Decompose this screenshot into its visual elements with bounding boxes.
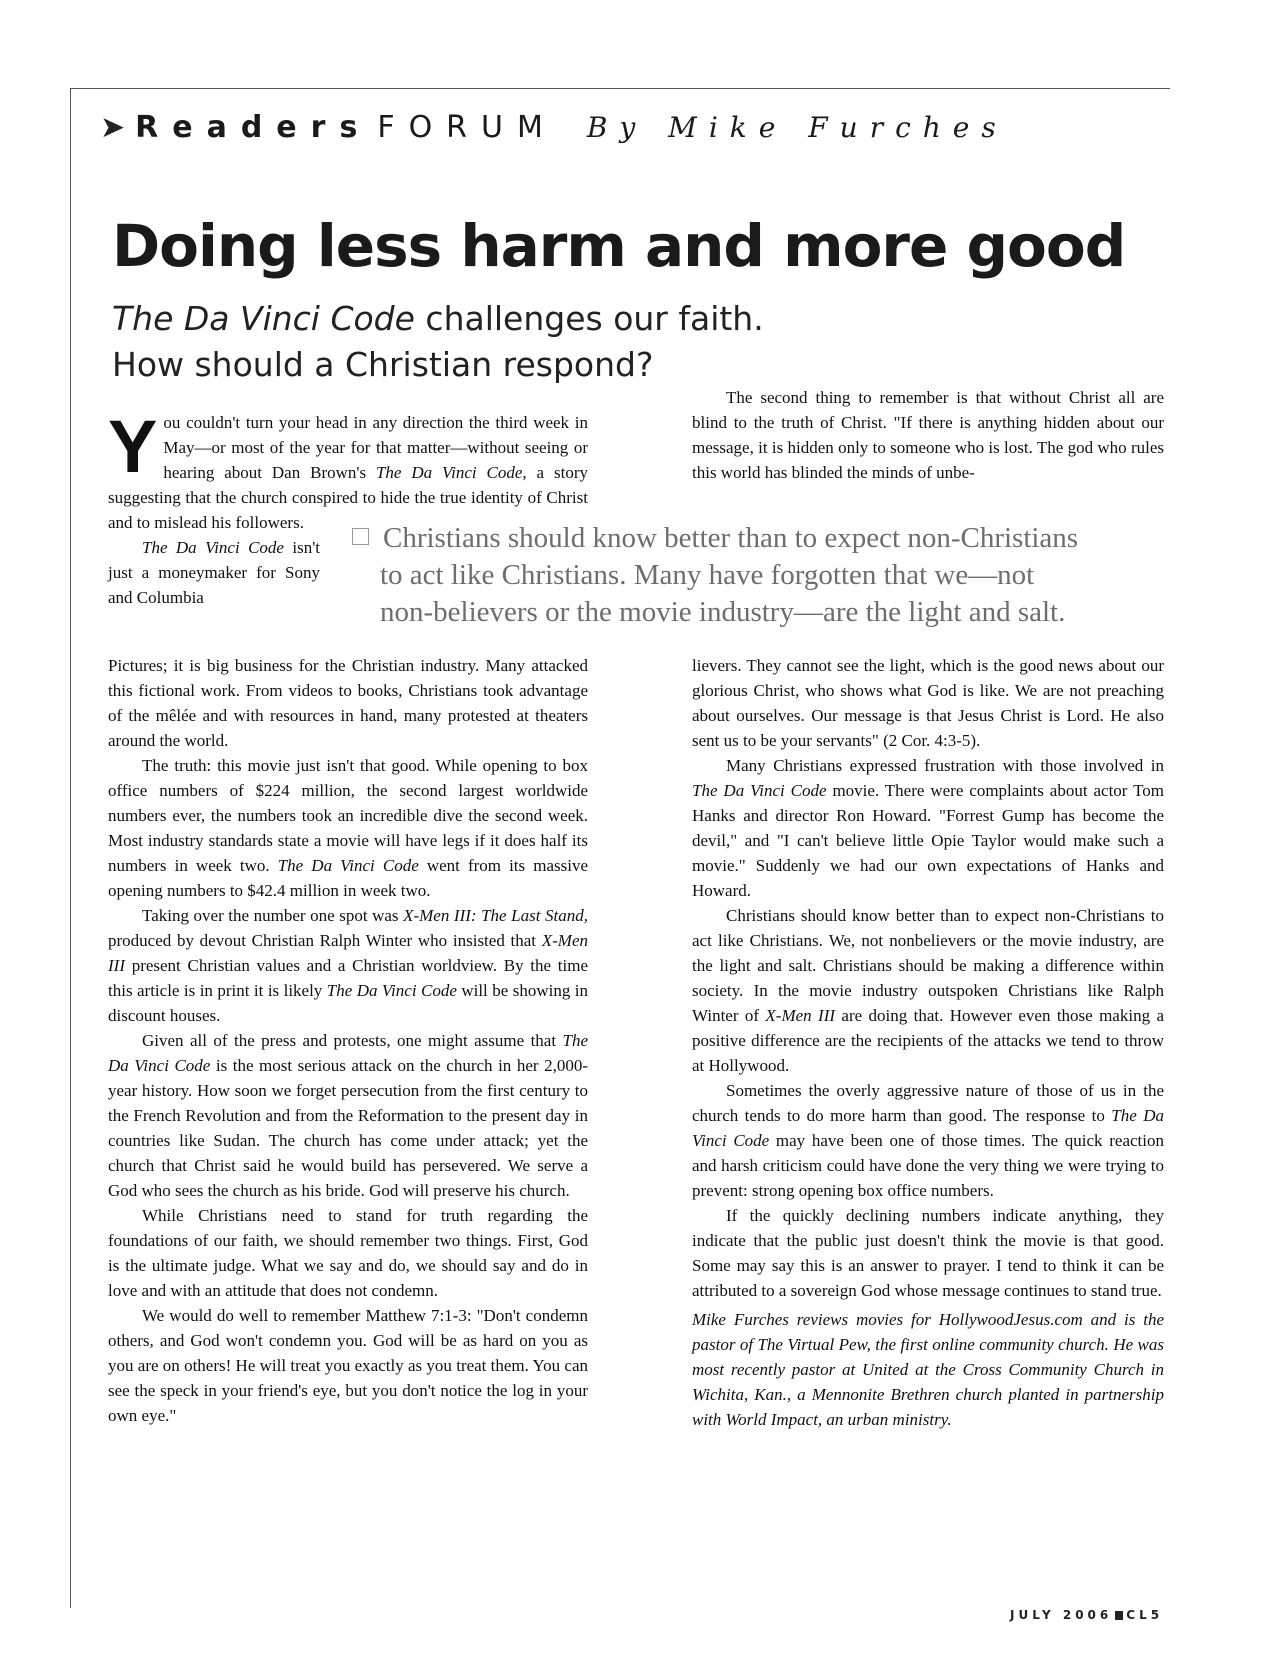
- r4-title: X-Men III: [765, 1006, 836, 1025]
- headline: Doing less harm and more good: [112, 212, 1126, 280]
- deck-title: The Da Vinci Code: [112, 299, 415, 338]
- chevron-right-icon: ➤: [100, 110, 126, 145]
- p2-narrow-text: isn't just a moneymaker for Sony and Columbia: [108, 538, 321, 607]
- p4-mid-2: present Christian values and a Christian worldview. By the time this article is in print it is likely: [108, 956, 588, 1000]
- left-column-narrow: [108, 535, 320, 610]
- p4-text: Taking over the number one spot was: [142, 906, 404, 925]
- p4-end: will be showing in discount houses.: [108, 981, 589, 1025]
- pull-quote: [352, 520, 1172, 631]
- paragraph-7: We would do well to remember Matthew 7:1-3: "Don't condemn others, and God won't condemn you. God will be as hard on you as you are on others! He will treat you exactly as you treat them. You can see the speck in your friend's eye, but you don't notice the log in your own eye.": [108, 1306, 588, 1425]
- r5-title: The Da Vinci Code: [692, 1106, 1164, 1150]
- paragraph-5: [108, 1028, 588, 1203]
- left-column-top: [108, 405, 588, 535]
- p5-title: The Da Vinci Code: [108, 1031, 588, 1075]
- pull-quote-text-1: Christians should know better than to expect non-Christians: [383, 522, 1079, 554]
- folio-page: CL5: [1126, 1608, 1164, 1622]
- folio: [1010, 1608, 1163, 1622]
- square-separator-icon: [1115, 1611, 1123, 1620]
- p1-end: a story suggesting that the church conspired to hide the true identity of Christ and to mislead his followers.: [108, 463, 588, 532]
- p5-text: Given all of the press and protests, one might assume that: [142, 1031, 563, 1050]
- right-paragraph-3: [692, 753, 1164, 903]
- left-rule: [70, 88, 71, 1608]
- paragraph-4: [108, 903, 588, 1028]
- right-column-top: [692, 385, 1164, 485]
- author-bio: Mike Furches reviews movies for HollywoodJesus.com and is the pastor of The Virtual Pew, the first online community church. He was most recently pastor at United at the Cross Community Church in Wichita, Kan., a Mennonite Brethren church planted in partnership with World Impact, an urban ministry.: [692, 1310, 1164, 1429]
- right-paragraph-6: If the quickly declining numbers indicate anything, they indicate that the public just doesn't think the movie is that good. Some may say this is an answer to prayer. I tend to think it can be attributed to a sovereign God whose message continues to stand true.: [692, 1206, 1164, 1300]
- r4-end: are doing that. However even those making a positive difference are the recipients of the attacks we tend to throw at Hollywood.: [692, 1006, 1164, 1075]
- r5-text: Sometimes the overly aggressive nature of those of us in the church tends to do more harm than good. The response to: [692, 1081, 1164, 1125]
- p3-title: The Da Vinci Code: [277, 856, 419, 875]
- paragraph-2-start: [108, 535, 320, 610]
- pull-quote-line-1: [352, 520, 1172, 557]
- p3-text: The truth: this movie just isn't that good. While opening to box office numbers of $224 million, the second largest worldwide numbers ever, the numbers took an incredible dive the second week. Most industry standards state a movie will have legs if it does half its numbers in week two.: [108, 756, 588, 875]
- section-readers: Readers: [135, 110, 372, 145]
- p4-mid: produced by devout Christian Ralph Winter who insisted that: [108, 931, 542, 950]
- r3-title: The Da Vinci Code: [692, 781, 827, 800]
- top-rule: [70, 88, 1170, 89]
- p1-text: ou couldn't turn your head in any direction the third week in May—or most of the year for that matter—without seeing or hearing about Dan Brown's: [163, 413, 588, 482]
- pull-quote-line-3: non-believers or the movie industry—are the light and salt.: [380, 596, 1066, 628]
- deck: [112, 296, 764, 388]
- section-forum: FORUM: [377, 110, 557, 145]
- deck-line-2: How should a Christian respond?: [112, 345, 654, 384]
- p4-title-3: The Da Vinci Code: [326, 981, 457, 1000]
- byline: By Mike Furches: [586, 111, 1008, 144]
- p5-end: is the most serious attack on the church in her 2,000-year history. How soon we forget persecution from the first century to the French Revolution and from the Reformation to the present day in countries like Sudan. The church has come under attack; yet the church that Christ said he would build has persevered. We serve a God who sees the church as his bride. God will preserve his church.: [108, 1056, 588, 1200]
- p3-end: went from its massive opening numbers to $42.4 million in week two.: [108, 856, 589, 900]
- p4-title-1: X-Men III: The Last Stand,: [403, 906, 588, 925]
- section-header: [100, 110, 1008, 145]
- p4-title-2: X-Men III: [108, 931, 588, 975]
- right-column-bottom: [692, 653, 1164, 1432]
- deck-line-1-rest: challenges our faith.: [414, 299, 764, 338]
- square-bullet-icon: [352, 528, 369, 545]
- folio-date: JULY 2006: [1010, 1608, 1113, 1622]
- right-paragraph-4: [692, 903, 1164, 1078]
- r3-end: movie. There were complaints about actor Tom Hanks and director Ron Howard. "Forrest Gump has become the devil," and "I can't believe little Opie Taylor would make such a movie." Suddenly we had our own expectations of Hanks and Howard.: [692, 781, 1164, 900]
- p1-title: The Da Vinci Code,: [375, 463, 527, 482]
- right-paragraph-2: lievers. They cannot see the light, which is the good news about our glorious Christ, who shows what God is like. We are not preaching about ourselves. Our message is that Jesus Christ is Lord. He also sent us to be your servants" (2 Cor. 4:3-5).: [692, 656, 1164, 750]
- paragraph-6: While Christians need to stand for truth regarding the foundations of our faith, we should remember two things. First, God is the ultimate judge. What we say and do, we should say and do in love and with an attitude that does not condemn.: [108, 1206, 588, 1300]
- dropcap: Y: [108, 405, 158, 488]
- deck-line-1: [112, 296, 764, 342]
- paragraph-1: [108, 405, 588, 535]
- paragraph-3: [108, 753, 588, 903]
- left-column-bottom: [108, 653, 588, 1428]
- right-paragraph-5: [692, 1078, 1164, 1203]
- r5-end: may have been one of those times. The quick reaction and harsh criticism could have done the very thing we were trying to prevent: strong opening box office numbers.: [692, 1131, 1164, 1200]
- right-paragraph-1: The second thing to remember is that without Christ all are blind to the truth of Christ. "If there is anything hidden about our message, it is hidden only to someone who is lost. The god who rules this world has blinded the minds of unbe-: [692, 388, 1164, 482]
- r3-text: Many Christians expressed frustration with those involved in: [726, 756, 1164, 775]
- p2-title: The Da Vinci Code: [142, 538, 284, 557]
- pull-quote-line-2: to act like Christians. Many have forgotten that we—not: [380, 559, 1035, 591]
- paragraph-2-rest: Pictures; it is big business for the Christian industry. Many attacked this fictional work. From videos to books, Christians took advantage of the mêlée and with resources in hand, many protested at theaters around the world.: [108, 656, 588, 750]
- r4-text: Christians should know better than to expect non-Christians to act like Christians. We, not nonbelievers or the movie industry, are the light and salt. Christians should be making a difference within society. In the movie industry outspoken Christians like Ralph Winter of: [692, 906, 1164, 1025]
